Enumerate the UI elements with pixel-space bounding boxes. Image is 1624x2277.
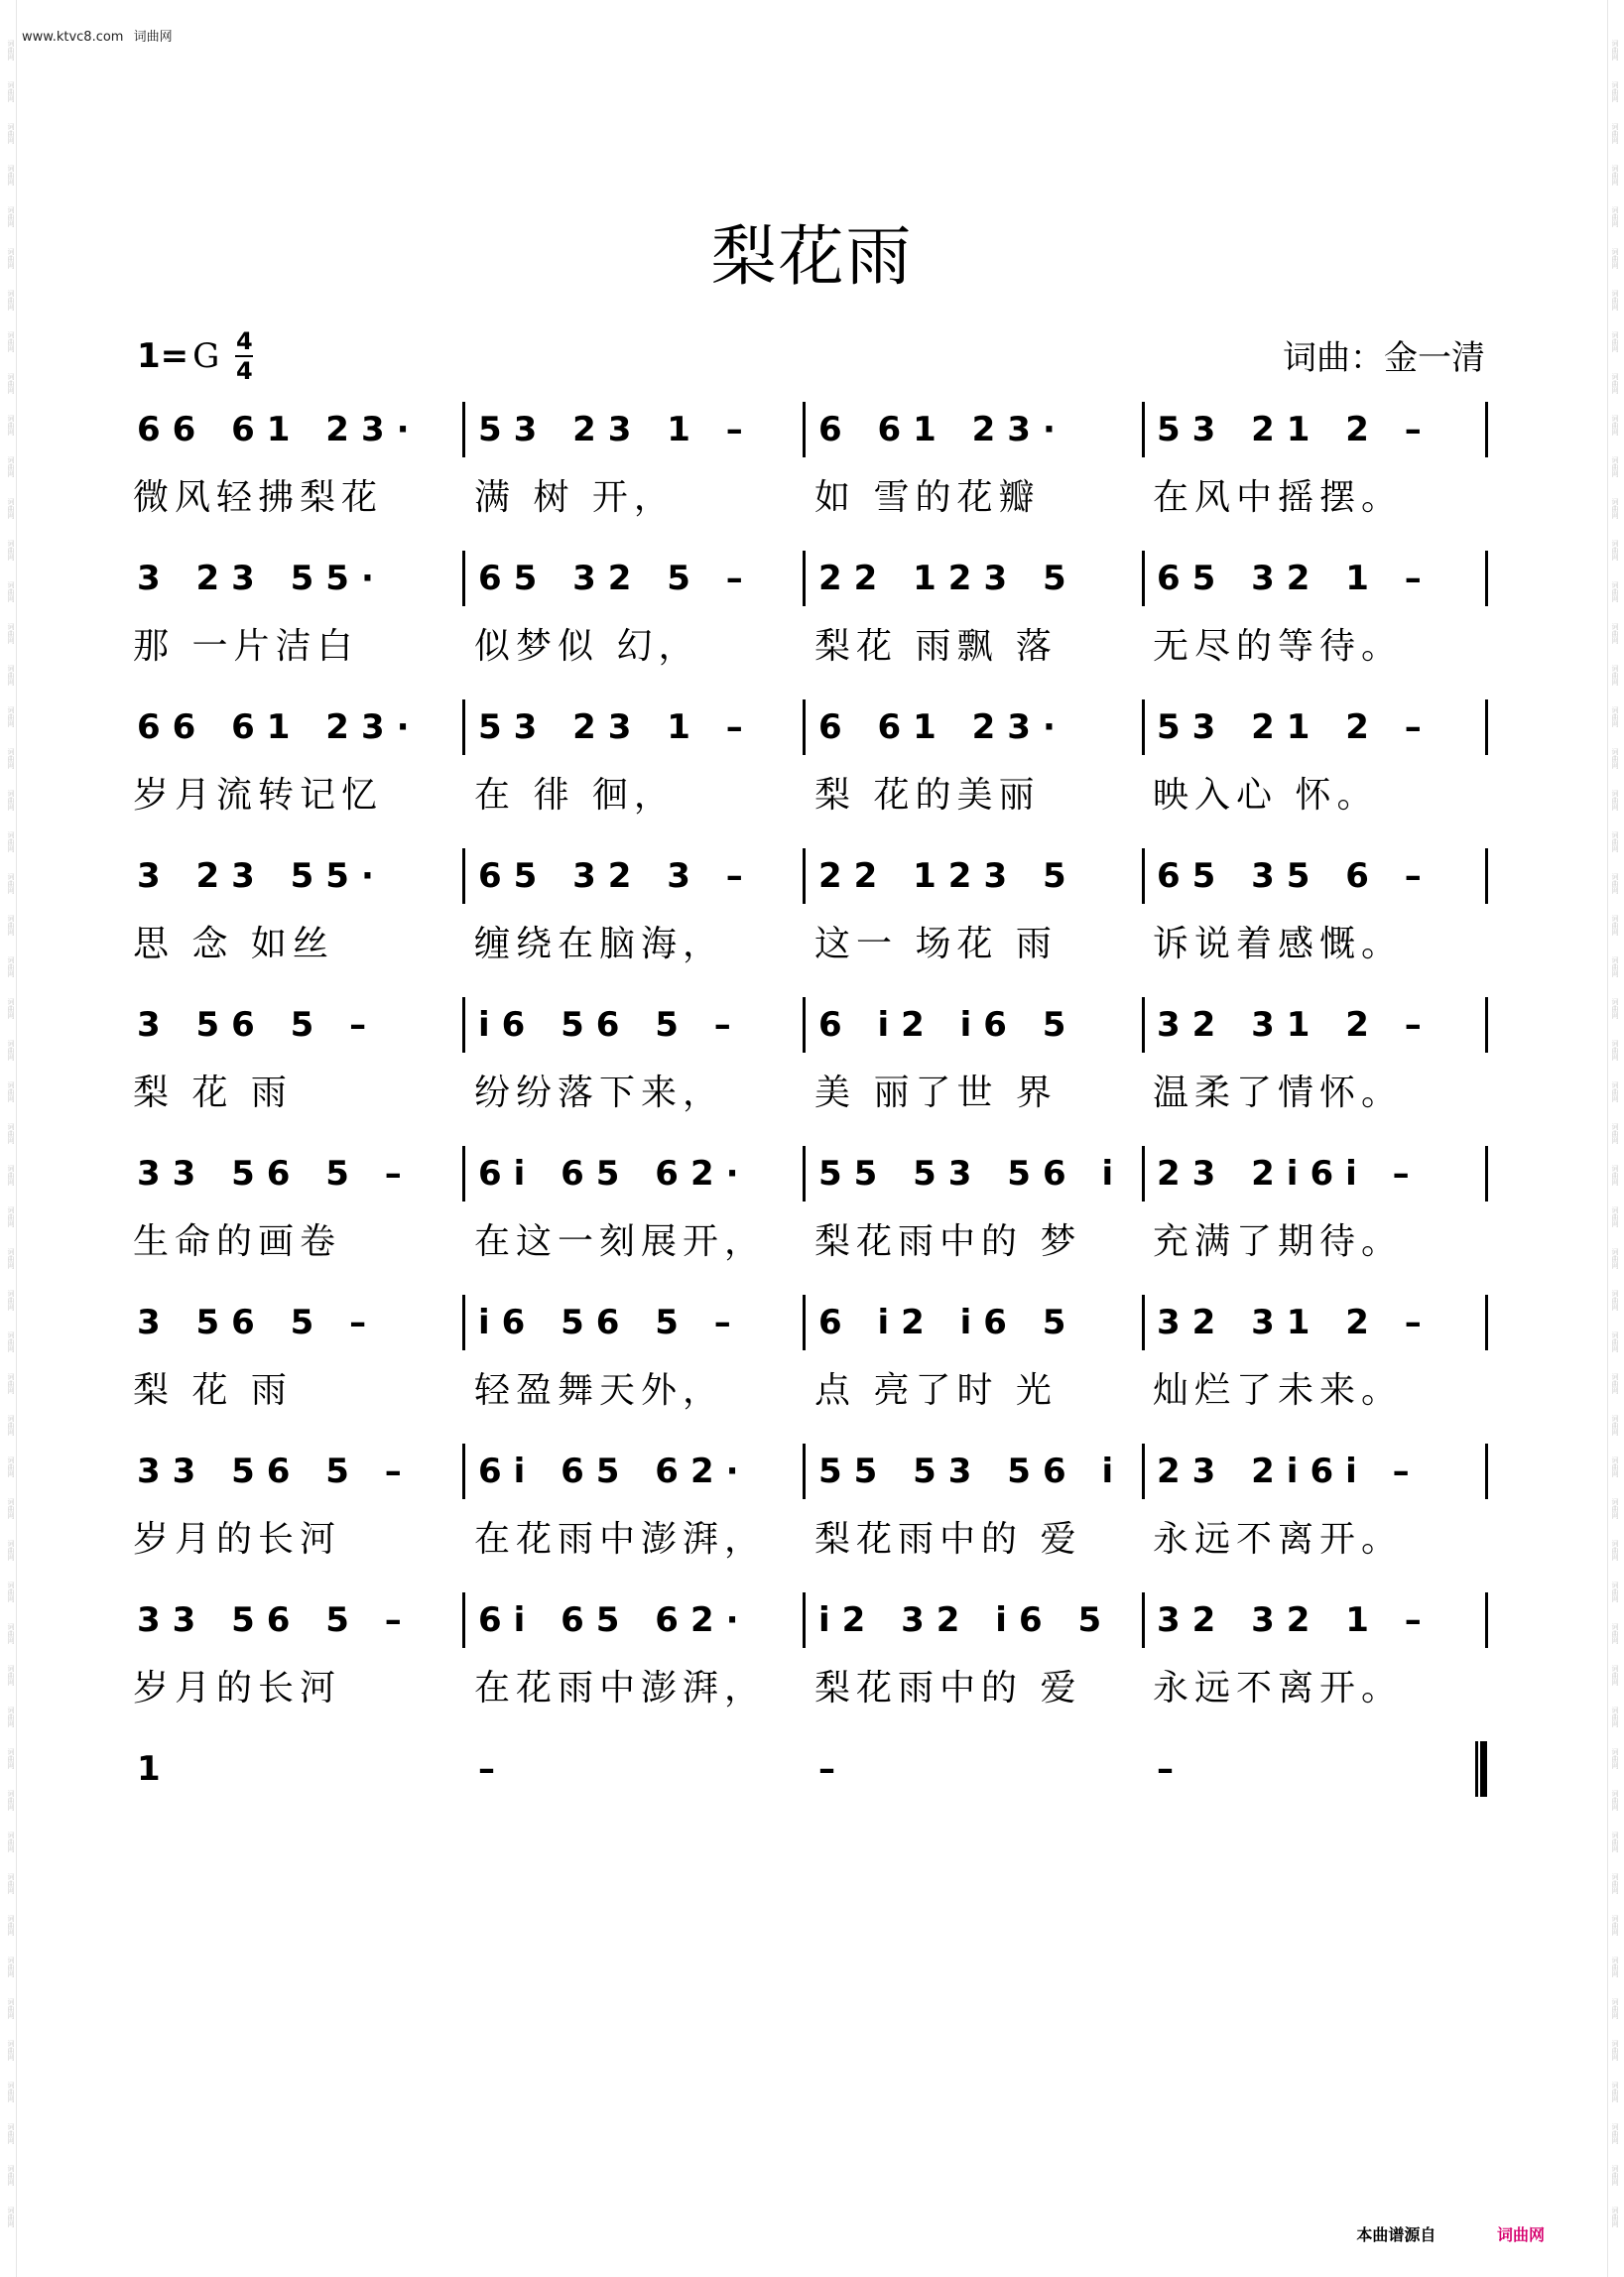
barline [1485, 1295, 1488, 1350]
measure-lyrics: 诉说着感慨。 [1153, 924, 1404, 964]
measure-lyrics: 满 树 开， [474, 477, 676, 518]
measure-notes: 53 21 2 – [1157, 707, 1434, 747]
watermark-mark: 词曲网 [7, 1790, 15, 1811]
measure-notes: 65 32 5 – [478, 559, 755, 598]
watermark-mark: 词曲网 [7, 1040, 15, 1061]
watermark-mark: 词曲网 [7, 1123, 15, 1144]
measure-lyrics: 在 徘 徊， [474, 775, 676, 816]
watermark-mark: 词曲网 [7, 373, 15, 394]
watermark-mark: 词曲网 [1611, 415, 1619, 436]
measure-notes: 65 32 1 – [1157, 559, 1434, 598]
watermark-mark: 词曲网 [1611, 2123, 1619, 2144]
barline [462, 997, 465, 1053]
notes-line [0, 402, 1624, 461]
watermark-mark: 词曲网 [1611, 1373, 1619, 1394]
barline [1142, 1146, 1145, 1202]
watermark-mark: 词曲网 [1611, 206, 1619, 227]
notes-line [0, 1592, 1624, 1652]
measure-notes: 6i 65 62· [478, 1600, 751, 1640]
barline [1485, 997, 1488, 1053]
measure-lyrics: 轻盈舞天外， [474, 1370, 725, 1411]
barline [1485, 699, 1488, 755]
watermark-mark: 词曲网 [7, 290, 15, 311]
watermark-mark: 词曲网 [1611, 956, 1619, 977]
watermark-mark: 词曲网 [1611, 581, 1619, 602]
measure-notes: 66 61 23· [137, 707, 422, 747]
measure-lyrics: 灿烂了未来。 [1153, 1370, 1404, 1411]
watermark-mark: 词曲网 [7, 1331, 15, 1352]
footer-credit [1356, 2222, 1545, 2245]
lyrics-line [0, 1660, 1624, 1708]
lyrics-line [0, 618, 1624, 667]
watermark-mark: 词曲网 [7, 1873, 15, 1894]
watermark-mark: 词曲网 [1611, 331, 1619, 352]
score-row [0, 402, 1624, 551]
watermark-mark: 词曲网 [7, 1581, 15, 1602]
watermark-mark: 词曲网 [7, 1248, 15, 1269]
barline [803, 1444, 806, 1499]
watermark-mark: 词曲网 [1611, 1206, 1619, 1227]
site-header [22, 26, 179, 45]
watermark-mark: 词曲网 [1611, 1832, 1619, 1852]
final-barline [1475, 1741, 1487, 1797]
watermark-mark: 词曲网 [7, 998, 15, 1019]
barline [803, 699, 806, 755]
score-row [0, 551, 1624, 699]
lyrics-line [0, 767, 1624, 816]
barline [1142, 1295, 1145, 1350]
measure-notes: 66 61 23· [137, 410, 422, 449]
measure-lyrics: 无尽的等待。 [1153, 626, 1404, 667]
measure-notes: 3 56 5 – [137, 1005, 379, 1045]
watermark-mark: 词曲网 [7, 623, 15, 644]
key-label: 1= [137, 336, 189, 376]
watermark-mark: 词曲网 [1611, 1707, 1619, 1727]
measure-notes: 22 123 5 [818, 559, 1078, 598]
notes-line [0, 1444, 1624, 1503]
measure-notes: 32 32 1 – [1157, 1600, 1434, 1640]
key-value: G [192, 336, 220, 376]
measure-notes: 32 31 2 – [1157, 1005, 1434, 1045]
measure-notes: 55 53 56 i [818, 1154, 1126, 1194]
measure-notes: 1 [137, 1749, 173, 1789]
watermark-mark: 词曲网 [7, 2040, 15, 2061]
notes-line [0, 1146, 1624, 1205]
barline [1485, 848, 1488, 904]
measure-notes: 23 2i6i – [1157, 1154, 1422, 1194]
watermark-mark: 词曲网 [7, 40, 15, 61]
watermark-mark: 词曲网 [7, 248, 15, 269]
watermark-mark: 词曲网 [7, 873, 15, 894]
watermark-mark: 词曲网 [1611, 1331, 1619, 1352]
watermark-mark: 词曲网 [1611, 831, 1619, 852]
time-signature [235, 329, 253, 383]
measure-lyrics: 岁月的长河 [133, 1668, 342, 1708]
barline [803, 1295, 806, 1350]
barline [803, 1146, 806, 1202]
watermark-mark: 词曲网 [1611, 2207, 1619, 2227]
watermark-mark: 词曲网 [7, 831, 15, 852]
measure-lyrics: 永远不离开。 [1153, 1668, 1404, 1708]
barline [1142, 699, 1145, 755]
lyrics-line [0, 469, 1624, 518]
song-title: 梨花雨 [710, 218, 914, 295]
measure-notes: 55 53 56 i [818, 1452, 1126, 1491]
watermark-mark: 词曲网 [1611, 1915, 1619, 1936]
watermark-mark: 词曲网 [1611, 1081, 1619, 1102]
measure-lyrics: 梨花雨中的 爱 [814, 1668, 1082, 1708]
watermark-mark: 词曲网 [1611, 290, 1619, 311]
watermark-mark: 词曲网 [1611, 1748, 1619, 1769]
watermark-mark: 词曲网 [1611, 81, 1619, 102]
measure-lyrics: 梨花雨中的 爱 [814, 1519, 1082, 1560]
watermark-mark: 词曲网 [1611, 1290, 1619, 1311]
measure-notes: 33 56 5 – [137, 1452, 414, 1491]
score-row [0, 1444, 1624, 1592]
measure-notes: 3 56 5 – [137, 1303, 379, 1342]
watermark-mark: 词曲网 [7, 1915, 15, 1936]
watermark-mark: 词曲网 [1611, 1498, 1619, 1519]
measure-notes: i6 56 5 – [478, 1303, 743, 1342]
barline [462, 1146, 465, 1202]
watermark-mark: 词曲网 [1611, 540, 1619, 561]
barline [1142, 402, 1145, 457]
measure-lyrics: 纷纷落下来， [474, 1073, 725, 1113]
score-row [0, 1592, 1624, 1741]
watermark-mark: 词曲网 [7, 206, 15, 227]
measure-notes: 53 23 1 – [478, 410, 755, 449]
barline [1142, 1592, 1145, 1648]
barline [1142, 1444, 1145, 1499]
measure-notes: 53 21 2 – [1157, 410, 1434, 449]
watermark-mark: 词曲网 [1611, 2165, 1619, 2186]
barline [462, 1592, 465, 1648]
watermark-mark: 词曲网 [1611, 2082, 1619, 2102]
watermark-mark: 词曲网 [7, 498, 15, 519]
watermark-mark: 词曲网 [1611, 1540, 1619, 1561]
watermark-mark: 词曲网 [1611, 915, 1619, 936]
measure-notes: 6 i2 i6 5 [818, 1005, 1078, 1045]
watermark-mark: 词曲网 [7, 1998, 15, 2019]
watermark-mark: 词曲网 [7, 665, 15, 686]
watermark-mark: 词曲网 [1611, 623, 1619, 644]
measure-notes: 6 61 23· [818, 707, 1067, 747]
watermark-mark: 词曲网 [7, 540, 15, 561]
watermark-mark: 词曲网 [1611, 706, 1619, 727]
barline [462, 848, 465, 904]
measure-notes: i2 32 i6 5 [818, 1600, 1114, 1640]
barline [1142, 551, 1145, 606]
barline [803, 997, 806, 1053]
measure-lyrics: 梨 花的美丽 [814, 775, 1041, 816]
barline [803, 848, 806, 904]
measure-notes: 32 31 2 – [1157, 1303, 1434, 1342]
measure-lyrics: 在风中摇摆。 [1153, 477, 1404, 518]
watermark-mark: 词曲网 [1611, 373, 1619, 394]
watermark-mark: 词曲网 [1611, 1456, 1619, 1477]
score-row [0, 997, 1624, 1146]
watermark-mark: 词曲网 [1611, 790, 1619, 811]
measure-notes: – [478, 1749, 507, 1789]
score-row [0, 848, 1624, 997]
measure-notes: – [818, 1749, 847, 1789]
watermark-mark: 词曲网 [1611, 1998, 1619, 2019]
watermark-mark: 词曲网 [7, 1832, 15, 1852]
watermark-mark: 词曲网 [1611, 1665, 1619, 1686]
watermark-mark: 词曲网 [7, 165, 15, 186]
watermark-mark: 词曲网 [7, 331, 15, 352]
watermark-mark: 词曲网 [1611, 40, 1619, 61]
watermark-mark: 词曲网 [7, 915, 15, 936]
measure-lyrics: 如 雪的花瓣 [814, 477, 1041, 518]
notes-line [0, 1741, 1624, 1801]
watermark-mark: 词曲网 [7, 1206, 15, 1227]
measure-notes: i6 56 5 – [478, 1005, 743, 1045]
measure-lyrics: 点 亮了时 光 [814, 1370, 1058, 1411]
measure-lyrics: 梨 花 雨 [133, 1370, 293, 1411]
watermark-mark: 词曲网 [7, 1623, 15, 1644]
site-url[interactable]: www.ktvc8.com [22, 30, 124, 45]
measure-lyrics: 在这一刻展开， [474, 1221, 767, 1262]
watermark-mark: 词曲网 [7, 790, 15, 811]
watermark-mark: 词曲网 [1611, 873, 1619, 894]
watermark-mark: 词曲网 [7, 456, 15, 477]
watermark-mark: 词曲网 [1611, 1123, 1619, 1144]
watermark-mark: 词曲网 [7, 2165, 15, 2186]
footer-site-name[interactable]: 词曲网 [1496, 2225, 1545, 2244]
barline [462, 1444, 465, 1499]
watermark-mark: 词曲网 [7, 1957, 15, 1977]
barline [1485, 1146, 1488, 1202]
measure-lyrics: 似梦似 幻， [474, 626, 700, 667]
measure-lyrics: 微风轻拂梨花 [133, 477, 384, 518]
watermark-mark: 词曲网 [1611, 2040, 1619, 2061]
barline [803, 402, 806, 457]
measure-notes: 3 23 55· [137, 559, 386, 598]
measure-lyrics: 永远不离开。 [1153, 1519, 1404, 1560]
watermark-mark: 词曲网 [1611, 165, 1619, 186]
measure-lyrics: 映入心 怀。 [1153, 775, 1379, 816]
measure-notes: 65 32 3 – [478, 856, 755, 896]
watermark-mark: 词曲网 [1611, 1873, 1619, 1894]
watermark-mark: 词曲网 [7, 1498, 15, 1519]
watermark-mark: 词曲网 [1611, 1248, 1619, 1269]
watermark-mark: 词曲网 [7, 1290, 15, 1311]
notes-line [0, 1295, 1624, 1354]
watermark-mark: 词曲网 [1611, 748, 1619, 769]
watermark-mark: 词曲网 [7, 1707, 15, 1727]
barline [1485, 1444, 1488, 1499]
watermark-mark: 词曲网 [7, 1456, 15, 1477]
watermark-mark: 词曲网 [7, 1665, 15, 1686]
watermark-mark: 词曲网 [1611, 456, 1619, 477]
measure-lyrics: 温柔了情怀。 [1153, 1073, 1404, 1113]
site-name: 词曲网 [133, 30, 173, 45]
lyrics-line [0, 1065, 1624, 1113]
score-row [0, 1741, 1624, 1890]
watermark-mark: 词曲网 [1611, 123, 1619, 144]
lyrics-line [0, 916, 1624, 964]
watermark-mark: 词曲网 [7, 748, 15, 769]
time-signature-top: 4 [235, 327, 253, 355]
measure-lyrics: 缠绕在脑海， [474, 924, 725, 964]
score-row [0, 699, 1624, 848]
watermark-mark: 词曲网 [7, 81, 15, 102]
measure-notes: 22 123 5 [818, 856, 1078, 896]
notes-line [0, 848, 1624, 908]
measure-notes: – [1157, 1749, 1186, 1789]
watermark-mark: 词曲网 [1611, 1040, 1619, 1061]
barline [1142, 848, 1145, 904]
barline [1142, 997, 1145, 1053]
notes-line [0, 551, 1624, 610]
watermark-mark: 词曲网 [7, 2082, 15, 2102]
score-row [0, 1146, 1624, 1295]
notes-line [0, 699, 1624, 759]
footer-source-label: 本曲谱源自 [1356, 2225, 1437, 2244]
watermark-mark: 词曲网 [7, 1540, 15, 1561]
lyrics-line [0, 1809, 1624, 1852]
watermark-mark: 词曲网 [1611, 1623, 1619, 1644]
watermark-mark: 词曲网 [1611, 248, 1619, 269]
barline [1485, 402, 1488, 457]
barline [462, 1295, 465, 1350]
time-signature-bottom: 4 [235, 357, 253, 385]
measure-lyrics: 梨花雨中的 梦 [814, 1221, 1082, 1262]
measure-notes: 6i 65 62· [478, 1154, 751, 1194]
watermark-mark: 词曲网 [7, 1748, 15, 1769]
measure-lyrics: 思 念 如丝 [133, 924, 334, 964]
measure-lyrics: 这一 场花 雨 [814, 924, 1058, 964]
watermark-mark: 词曲网 [1611, 498, 1619, 519]
measure-lyrics: 在花雨中澎湃， [474, 1519, 767, 1560]
watermark-mark: 词曲网 [7, 1415, 15, 1436]
watermark-mark: 词曲网 [7, 956, 15, 977]
measure-lyrics: 那 一片洁白 [133, 626, 359, 667]
watermark-mark: 词曲网 [1611, 1957, 1619, 1977]
measure-lyrics: 岁月的长河 [133, 1519, 342, 1560]
measure-notes: 6 61 23· [818, 410, 1067, 449]
lyrics-line [0, 1362, 1624, 1411]
barline [462, 551, 465, 606]
measure-notes: 23 2i6i – [1157, 1452, 1422, 1491]
measure-lyrics: 充满了期待。 [1153, 1221, 1404, 1262]
measure-lyrics: 在花雨中澎湃， [474, 1668, 767, 1708]
measure-notes: 65 35 6 – [1157, 856, 1434, 896]
barline [803, 551, 806, 606]
measure-lyrics: 梨花 雨飘 落 [814, 626, 1058, 667]
barline [462, 402, 465, 457]
barline [1485, 1592, 1488, 1648]
watermark-mark: 词曲网 [7, 2123, 15, 2144]
watermark-mark: 词曲网 [7, 1081, 15, 1102]
credits: 词曲：金一清 [1283, 338, 1485, 378]
watermark-mark: 词曲网 [1611, 1790, 1619, 1811]
watermark-mark: 词曲网 [1611, 998, 1619, 1019]
measure-notes: 6i 65 62· [478, 1452, 751, 1491]
watermark-mark: 词曲网 [7, 1373, 15, 1394]
measure-notes: 53 23 1 – [478, 707, 755, 747]
lyrics-line [0, 1511, 1624, 1560]
measure-lyrics: 生命的画卷 [133, 1221, 342, 1262]
watermark-mark: 词曲网 [7, 706, 15, 727]
measure-notes: 6 i2 i6 5 [818, 1303, 1078, 1342]
watermark-mark: 词曲网 [7, 1165, 15, 1186]
watermark-mark: 词曲网 [1611, 1165, 1619, 1186]
score-row [0, 1295, 1624, 1444]
measure-notes: 3 23 55· [137, 856, 386, 896]
watermark-mark: 词曲网 [1611, 665, 1619, 686]
barline [803, 1592, 806, 1648]
barline [1485, 551, 1488, 606]
watermark-mark: 词曲网 [1611, 1581, 1619, 1602]
watermark-mark: 词曲网 [7, 581, 15, 602]
notes-line [0, 997, 1624, 1057]
key-signature [137, 329, 253, 383]
measure-lyrics: 美 丽了世 界 [814, 1073, 1058, 1113]
measure-lyrics: 岁月流转记忆 [133, 775, 384, 816]
watermark-mark: 词曲网 [7, 123, 15, 144]
measure-notes: 33 56 5 – [137, 1154, 414, 1194]
watermark-mark: 词曲网 [7, 2207, 15, 2227]
watermark-mark: 词曲网 [1611, 1415, 1619, 1436]
barline [462, 699, 465, 755]
measure-notes: 33 56 5 – [137, 1600, 414, 1640]
watermark-mark: 词曲网 [7, 415, 15, 436]
measure-lyrics: 梨 花 雨 [133, 1073, 293, 1113]
